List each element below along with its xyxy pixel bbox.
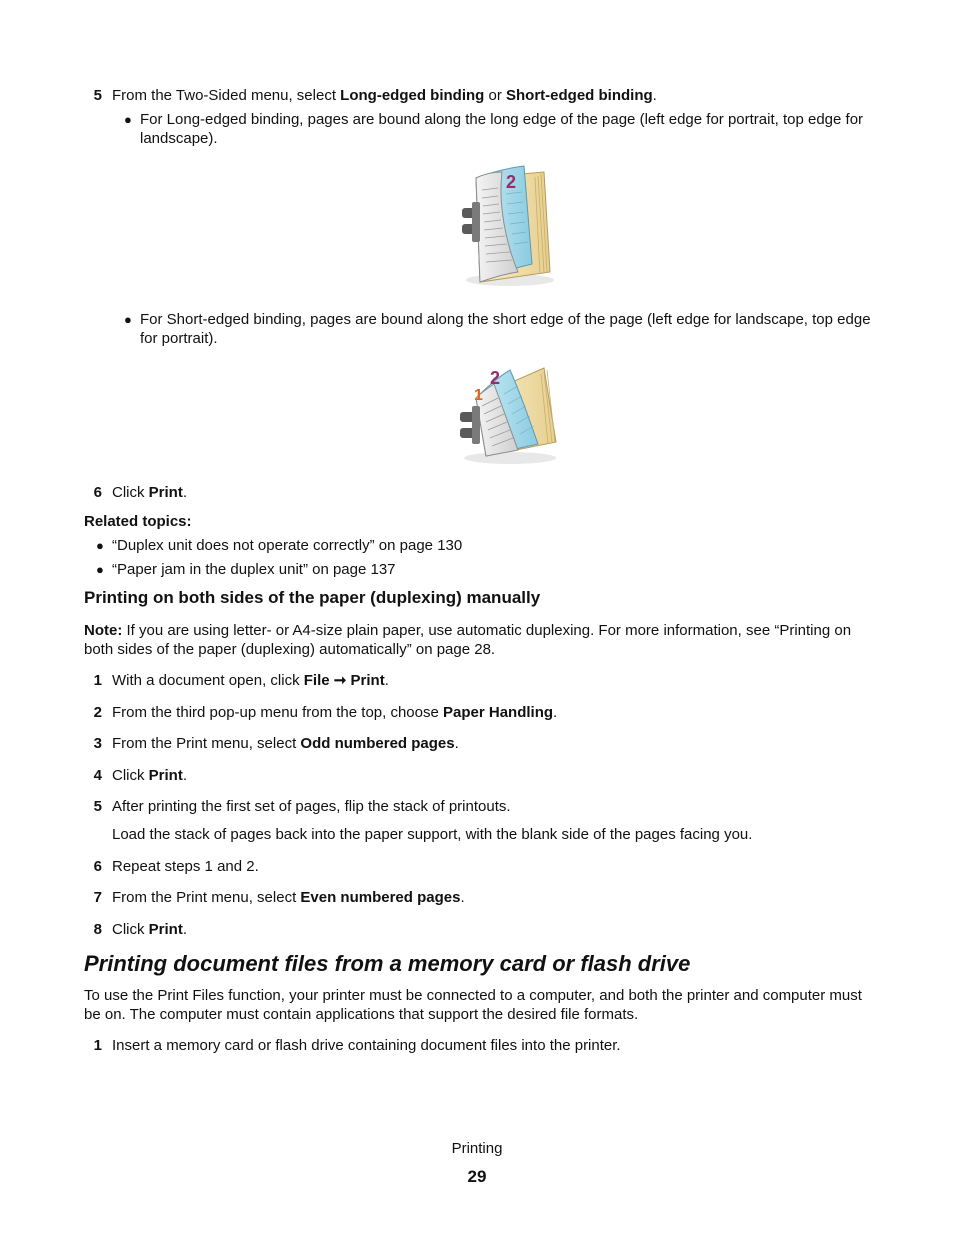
step-number: 1 — [93, 1037, 102, 1054]
page-number-label: 1 — [474, 387, 483, 404]
step-text — [112, 734, 459, 753]
step-number: 8 — [93, 921, 102, 938]
step-text-post: . — [553, 704, 558, 721]
step-text — [112, 86, 892, 105]
page-number-label: 2 — [490, 368, 501, 388]
section-heading-manual-duplex: Printing on both sides of the paper (duplexing) manually — [84, 588, 541, 607]
related-topics-heading: Related topics: — [84, 513, 192, 530]
bullet-dot: ● — [124, 112, 132, 127]
step-text-mid: or — [484, 87, 506, 104]
step-number: 6 — [93, 484, 102, 501]
step-subtext: Load the stack of pages back into the paper support, with the blank side of the pages facing you. — [112, 826, 753, 843]
step-text — [112, 888, 465, 907]
step-text-pre: Click — [112, 767, 149, 784]
step-number: 6 — [93, 858, 102, 875]
step-bold: Print — [148, 921, 183, 938]
step-bold: File — [303, 672, 330, 689]
intro-paragraph: To use the Print Files function, your printer must be connected to a computer, and both the printer and computer must be on. The computer must contain applications that support the desired file formats. — [84, 987, 862, 1023]
step-text: Insert a memory card or flash drive containing document files into the printer. — [112, 1037, 621, 1054]
step-text-post: . — [182, 767, 188, 784]
step-number: 4 — [93, 767, 102, 784]
shadow — [464, 452, 556, 464]
step-text: After printing the first set of pages, flip the stack of printouts. — [112, 798, 511, 815]
note-label: Note: — [84, 622, 123, 639]
section-heading-memory-card: Printing document files from a memory card or flash drive — [84, 951, 691, 976]
step-number: 1 — [93, 672, 102, 689]
step-bold: Print — [148, 484, 183, 501]
note-paragraph — [84, 621, 874, 659]
step-number: 5 — [93, 798, 102, 815]
step-number: 2 — [93, 704, 102, 721]
step-text-post: . — [652, 87, 657, 104]
bullet-long-binding: For Long-edged binding, pages are bound along the long edge of the page (left edge for portrait, top edge for landscape). — [140, 111, 864, 147]
step-text-pre: Click — [112, 921, 149, 938]
step-text-pre: From the third pop-up menu from the top, choose — [112, 704, 444, 721]
step-text — [112, 671, 389, 690]
step-bold-long: Long-edged binding — [340, 87, 485, 104]
note-text: If you are using letter- or A4-size plain paper, use automatic duplexing. For more information, see “Printing on both sides of the paper (duplexing) automatically” on page 28. — [84, 622, 852, 658]
related-link-duplex-unit[interactable]: “Duplex unit does not operate correctly” on page 130 — [112, 537, 463, 554]
step-text-pre: Click — [112, 484, 149, 501]
bullet-dot: ● — [96, 562, 104, 577]
step-bold-short: Short-edged binding — [506, 87, 653, 104]
step-text-pre: With a document open, click — [112, 672, 304, 689]
step-text-pre: From the Two-Sided menu, select — [112, 87, 341, 104]
arrow-icon: ➞ — [329, 672, 351, 689]
step-bold: Even numbered pages — [300, 889, 461, 906]
footer-page-number: 29 — [467, 1167, 487, 1186]
step-number: 7 — [93, 889, 102, 906]
step-bold: Print — [350, 672, 385, 689]
long-edge-binding-illustration — [448, 164, 564, 290]
step-number: 5 — [93, 87, 102, 104]
step-text — [112, 483, 187, 502]
step-text — [112, 703, 557, 722]
step-text-pre: From the Print menu, select — [112, 735, 301, 752]
step-text — [112, 766, 187, 785]
bullet-dot: ● — [96, 538, 104, 553]
step-bold: Odd numbered pages — [300, 735, 455, 752]
short-edge-binding-illustration — [448, 362, 564, 466]
step-text-pre: From the Print menu, select — [112, 889, 301, 906]
step-text-post: . — [182, 921, 188, 938]
step-bold: Paper Handling — [443, 704, 554, 721]
step-text-post: . — [384, 672, 389, 689]
step-text-post: . — [460, 889, 465, 906]
step-text-post: . — [454, 735, 459, 752]
page-number-label: 2 — [506, 172, 517, 192]
step-text — [112, 920, 187, 939]
step-number: 3 — [93, 735, 102, 752]
bullet-dot: ● — [124, 312, 132, 327]
footer-chapter-label: Printing — [451, 1140, 503, 1157]
step-text: Repeat steps 1 and 2. — [112, 858, 259, 875]
related-link-paper-jam[interactable]: “Paper jam in the duplex unit” on page 137 — [112, 561, 396, 578]
step-text-post: . — [182, 484, 188, 501]
step-bold: Print — [148, 767, 183, 784]
bullet-short-binding: For Short-edged binding, pages are bound along the short edge of the page (left edge for landscape, top edge for portrait). — [140, 311, 871, 347]
